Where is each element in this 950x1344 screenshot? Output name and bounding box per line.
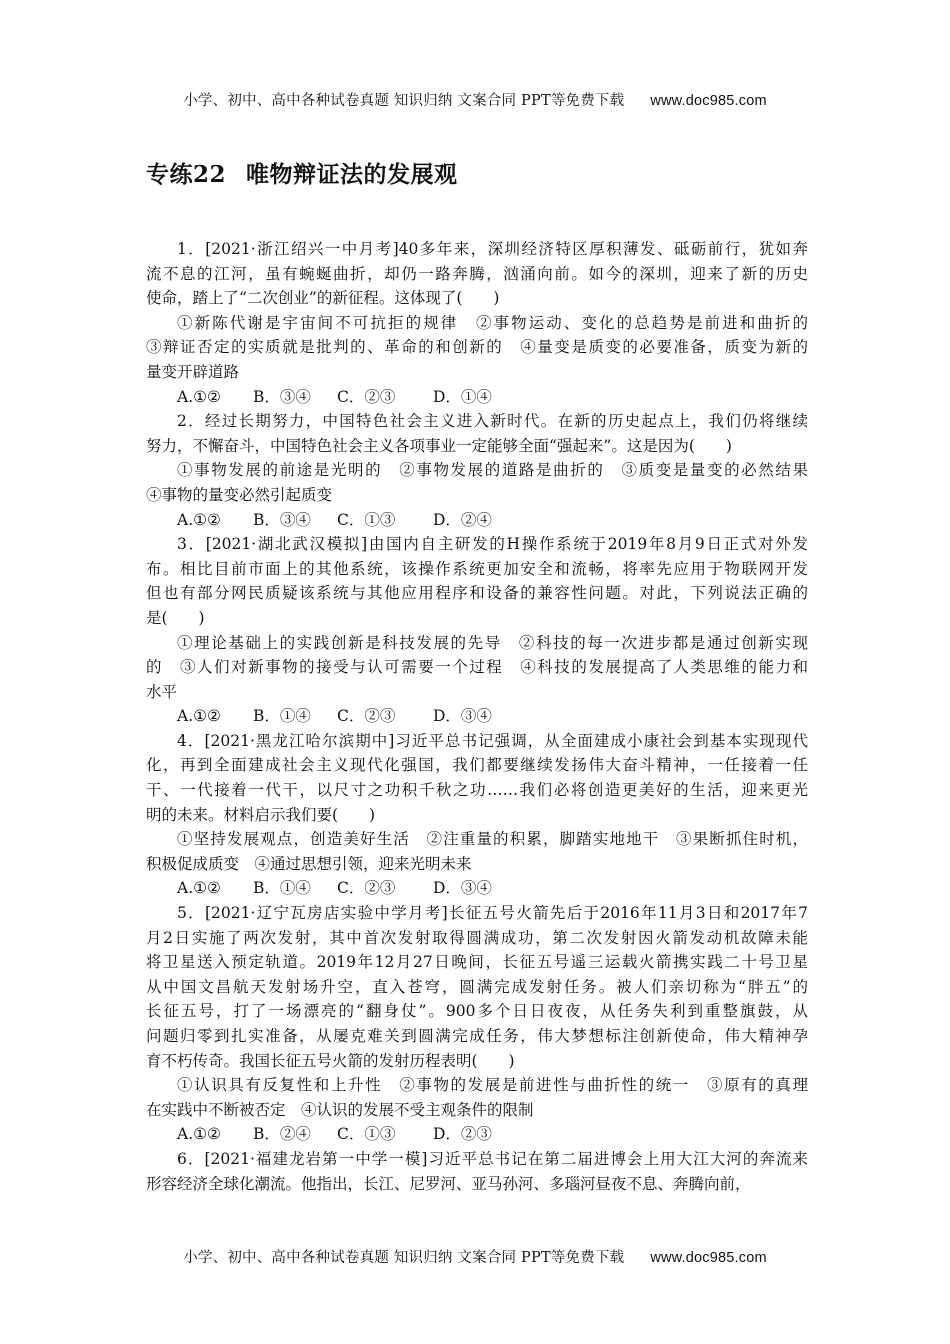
question-list — [146, 237, 808, 1196]
question-stem-line: 干、一代接着一代干，以尺寸之功积千秋之功……我们必将创造更美好的生活，迎来更光 — [146, 781, 808, 800]
question-stem-line: 1．[2021·浙江绍兴一中月考]40多年来，深圳经济特区厚积薄发、砥砺前行，犹如奔 — [177, 240, 808, 258]
question-stem-line: 月2日实施了两次发射，其中首次发射取得圆满成功，第二次发射因火箭发动机故障未能 — [146, 928, 808, 947]
statement-line: 量变开辟道路 — [146, 362, 240, 381]
question-stem-line: 育不朽传奇。我国长征五号火箭的发射历程表明( ) — [146, 1051, 515, 1070]
option-c[interactable]: C．①③ — [337, 510, 396, 529]
option-a[interactable]: A.①② — [177, 707, 221, 726]
question-5 — [146, 901, 808, 1147]
option-c[interactable]: C．①③ — [337, 1125, 396, 1144]
question-4 — [146, 729, 808, 901]
answer-options — [146, 508, 808, 533]
statement-line: 水平 — [146, 682, 178, 701]
question-stem-line: 布。相比目前市面上的其他系统，该操作系统更加安全和流畅，将率先应用于物联网开发 — [146, 559, 808, 578]
question-3 — [146, 532, 808, 729]
question-stem-line: 5．[2021·辽宁瓦房店实验中学月考]长征五号火箭先后于2016年11月3日和2017年7 — [177, 904, 808, 923]
statement-line: ①理论基础上的实践创新是科技发展的先导 ②科技的每一次进步都是通过创新实现 — [177, 633, 808, 652]
question-stem-line: 但也有部分网民质疑该系统与其他应用程序和设备的兼容性问题。对此，下列说法正确的 — [146, 584, 808, 603]
question-stem-line: 流不息的江河，虽有蜿蜒曲折，却仍一路奔腾，汹涌向前。如今的深圳，迎来了新的历史 — [146, 264, 808, 283]
question-stem-line: 努力，不懈奋斗，中国特色社会主义各项事业一定能够全面“强起来”。这是因为( ) — [146, 436, 732, 455]
question-stem-line: 使命，踏上了“二次创业”的新征程。这体现了( ) — [146, 289, 500, 308]
statement-line: ①认识具有反复性和上升性 ②事物的发展是前进性与曲折性的统一 ③原有的真理 — [177, 1076, 808, 1095]
statement-line: ①事物发展的前途是光明的 ②事物发展的道路是曲折的 ③质变是量变的必然结果 — [177, 461, 808, 480]
banner-text: 小学、初中、高中各种试卷真题 知识归纳 文案合同 PPT等免费下载 — [183, 1250, 625, 1266]
question-stem-line: 4．[2021·黑龙江哈尔滨期中]习近平总书记强调，从全面建成小康社会到基本实现现代 — [177, 731, 808, 750]
option-a[interactable]: A.①② — [177, 510, 221, 529]
option-b[interactable]: B．③④ — [253, 510, 311, 529]
question-stem-line: 问题归零到扎实准备，从屡克难关到圆满完成任务，伟大梦想标注创新使命，伟大精神孕 — [146, 1027, 808, 1045]
footer-banner — [0, 1246, 950, 1267]
option-d[interactable]: D．③④ — [433, 879, 492, 898]
option-a[interactable]: A.①② — [177, 387, 221, 406]
option-a[interactable]: A.①② — [177, 1125, 221, 1144]
header-banner — [0, 89, 950, 110]
option-d[interactable]: D．①④ — [433, 387, 492, 406]
banner-text: 小学、初中、高中各种试卷真题 知识归纳 文案合同 PPT等免费下载 — [183, 93, 625, 109]
statement-line: ①新陈代谢是宇宙间不可抗拒的规律 ②事物运动、变化的总趋势是前进和曲折的 — [177, 313, 808, 332]
option-d[interactable]: D．②③ — [433, 1125, 492, 1144]
option-c[interactable]: C．②③ — [337, 707, 396, 726]
option-a[interactable]: A.①② — [177, 879, 221, 898]
answer-options — [146, 876, 808, 901]
option-b[interactable]: B．①④ — [253, 879, 311, 898]
option-d[interactable]: D．②④ — [433, 510, 492, 529]
question-stem-line: 形容经济全球化潮流。他指出，长江、尼罗河、亚马孙河、多瑙河昼夜不息、奔腾向前， — [146, 1174, 751, 1193]
statement-line: 的 ③人们对新事物的接受与认可需要一个过程 ④科技的发展提高了人类思维的能力和 — [146, 658, 808, 677]
answer-options — [146, 385, 808, 410]
question-stem-line: 3．[2021·湖北武汉模拟]由国内自主研发的H操作系统于2019年8月9日正式对外发 — [177, 535, 808, 554]
question-6 — [146, 1147, 808, 1196]
question-stem-line: 6．[2021·福建龙岩第一中学一模]习近平总书记在第二届进博会上用大江大河的奔流来 — [177, 1149, 808, 1168]
question-stem-line: 明的未来。材料启示我们要( ) — [146, 805, 376, 824]
question-stem-line: 从中国文昌航天发射场升空，直入苍穹，圆满完成发射任务。被人们亲切称为“胖五”的 — [146, 977, 808, 996]
statement-line: ④事物的量变必然引起质变 — [146, 485, 333, 504]
option-d[interactable]: D．③④ — [433, 707, 492, 726]
answer-options — [146, 704, 808, 729]
question-stem-line: 是( ) — [146, 608, 205, 627]
statement-line: 在实践中不断被否定 ④认识的发展不受主观条件的限制 — [146, 1100, 534, 1119]
question-stem-line: 将卫星送入预定轨道。2019年12月27日晚间，长征五号遥三运载火箭携实践二十号卫星 — [146, 953, 808, 972]
question-2 — [146, 409, 808, 532]
statement-line: ①坚持发展观点，创造美好生活 ②注重量的积累，脚踏实地地干 ③果断抓住时机， — [177, 830, 808, 849]
title-number: 专练22 — [146, 161, 227, 188]
answer-options — [146, 1122, 808, 1147]
option-c[interactable]: C．②③ — [337, 879, 396, 898]
option-c[interactable]: C．②③ — [337, 387, 396, 406]
question-stem-line: 化，再到全面建成社会主义现代化强国，我们都要继续发扬伟大奋斗精神，一任接着一任 — [146, 756, 808, 775]
option-b[interactable]: B．②④ — [253, 1125, 311, 1144]
question-stem-line: 长征五号，打了一场漂亮的“翻身仗”。900多个日日夜夜，从任务失利到重整旗鼓，从 — [146, 1002, 808, 1021]
title-text: 唯物辩证法的发展观 — [246, 161, 458, 188]
statement-line: ③辩证否定的实质就是批判的、革命的和创新的 ④量变是质变的必要准备，质变为新的 — [146, 338, 808, 357]
question-1 — [146, 237, 808, 409]
page-title — [146, 156, 458, 189]
option-b[interactable]: B．①④ — [253, 707, 311, 726]
banner-site-link[interactable]: www.doc985.com — [650, 93, 767, 109]
question-stem-line: 2．经过长期努力，中国特色社会主义进入新时代。在新的历史起点上，我们仍将继续 — [177, 412, 808, 431]
option-b[interactable]: B．③④ — [253, 387, 311, 406]
banner-site-link[interactable]: www.doc985.com — [650, 1250, 767, 1266]
statement-line: 积极促成质变 ④通过思想引领，迎来光明未来 — [146, 854, 472, 873]
